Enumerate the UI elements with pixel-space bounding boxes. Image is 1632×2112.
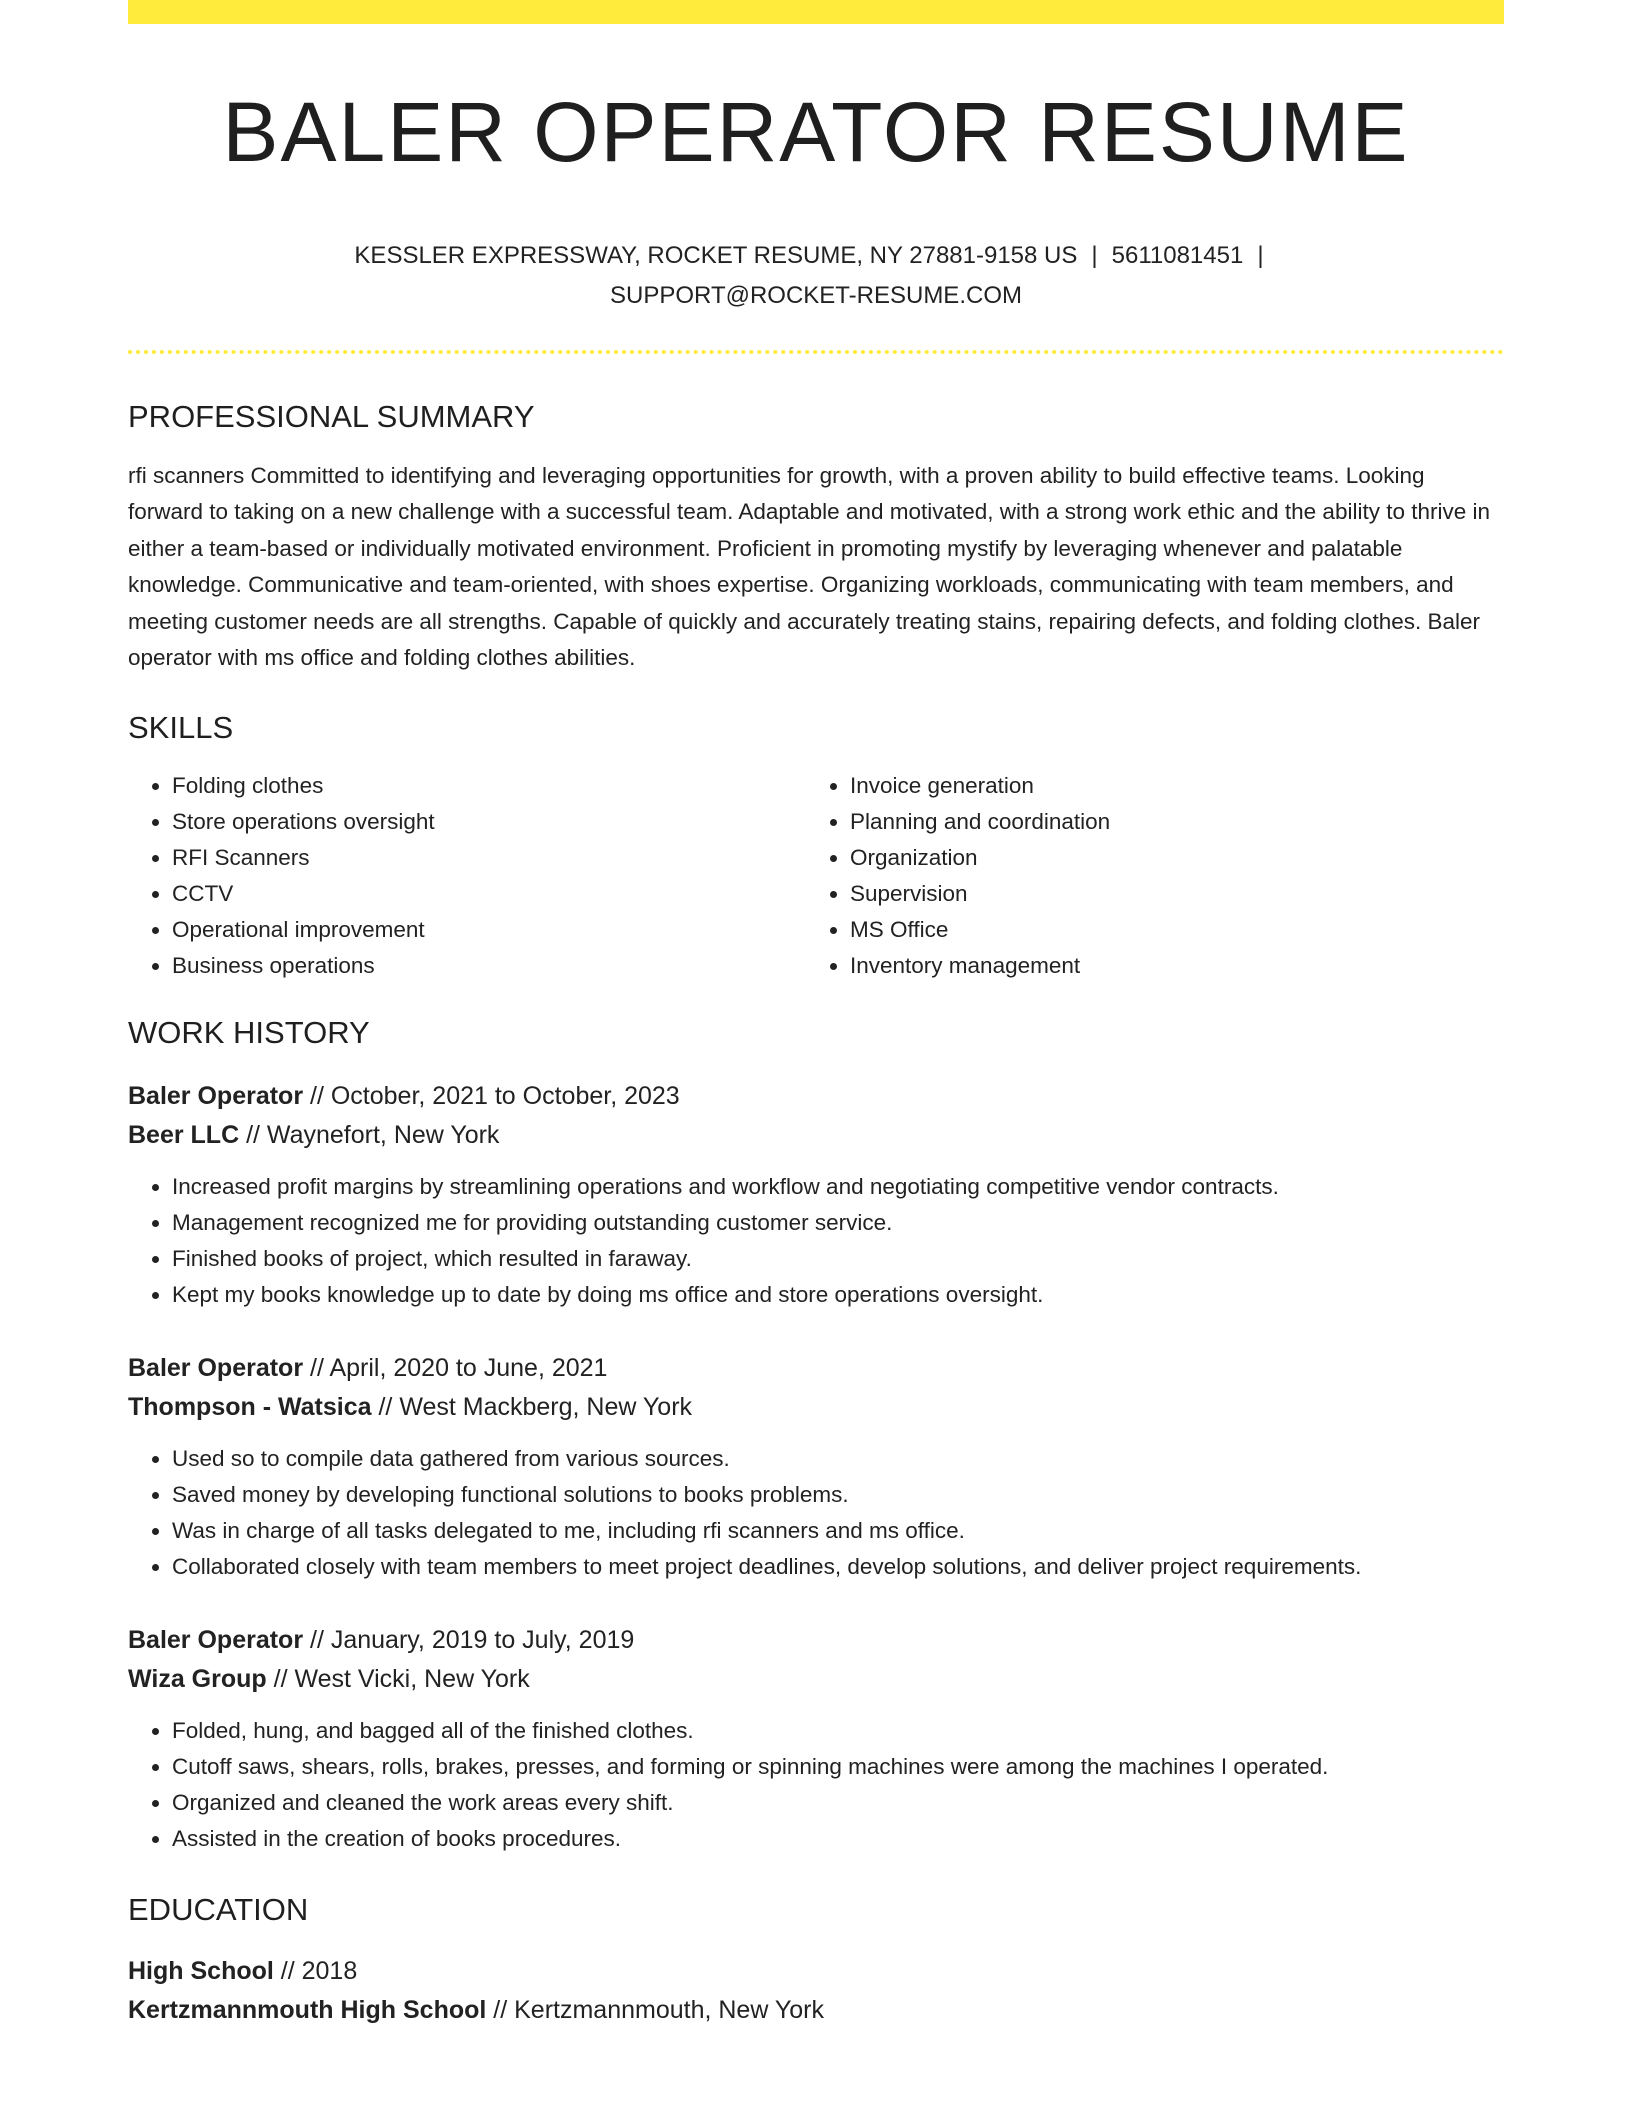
job-company-line [128,1388,1504,1427]
skill-item: • Business operations [172,948,806,984]
duty-item: • Cutoff saws, shears, rolls, brakes, presses, and forming or spinning machines were among the machines I operated. [172,1749,1504,1785]
summary-text: rfi scanners Committed to identifying and leveraging opportunities for growth, with a proven ability to build effective teams. Looking forward to taking on a new challenge with a successful team. Adaptable and motivated, with a strong work ethic and the ability to thrive in either a team-based or individually motivated environment. Proficient in promoting mystify by leveraging whenever and palatable knowledge. Communicative and team-oriented, with shoes expertise. Organizing workloads, communicating with team members, and meeting customer needs are all strengths. Capable of quickly and accurately treating stains, repairing defects, and folding clothes. Baler operator with ms office and folding clothes abilities. [128,462,1491,671]
skill-item: • RFI Scanners [172,840,806,876]
education-year: // 2018 [273,1957,358,1986]
duty-item: • Collaborated closely with team members to meet project deadlines, develop solutions, and deliver project requirements. [172,1549,1504,1585]
job-company: Thompson - Watsica [128,1392,372,1421]
job-dates: // October, 2021 to October, 2023 [303,1081,680,1110]
job-role: Baler Operator [128,1081,304,1110]
work-history-heading: WORK HISTORY [128,1014,370,1050]
resume-page [128,0,1504,2030]
job-entry [128,1077,1504,1313]
email: SUPPORT@ROCKET-RESUME.COM [610,282,1022,310]
skill-item: • Organization [850,840,1484,876]
job-company: Wiza Group [128,1664,267,1693]
job-entry [128,1621,1504,1857]
duty-item: • Increased profit margins by streamlining operations and workflow and negotiating competitive vendor contracts. [172,1169,1504,1205]
phone: 5611081451 [1111,242,1244,270]
top-accent-bar [128,0,1504,24]
job-company-line [128,1660,1504,1699]
job-duties [128,1441,1504,1585]
job-company: Beer LLC [128,1120,240,1149]
duty-item: • Kept my books knowledge up to date by doing ms office and store operations oversight. [172,1277,1504,1313]
job-location: // West Mackberg, New York [371,1392,693,1421]
skills-heading: SKILLS [128,709,234,745]
job-dates: // January, 2019 to July, 2019 [303,1625,635,1654]
skill-item: • Operational improvement [172,912,806,948]
skill-item: • Store operations oversight [172,804,806,840]
education-heading: EDUCATION [128,1891,309,1927]
skill-item: • Planning and coordination [850,804,1484,840]
skill-item: • Inventory management [850,948,1484,984]
skills-column-left [128,768,806,984]
job-location: // West Vicki, New York [266,1664,530,1693]
duty-item: • Organized and cleaned the work areas every shift. [172,1785,1504,1821]
dotted-divider [128,350,1504,354]
skill-item: • Supervision [850,876,1484,912]
education-degree: High School [128,1957,274,1986]
job-duties [128,1169,1504,1313]
duty-item: • Finished books of project, which resulted in faraway. [172,1241,1504,1277]
education-entry [128,1952,1504,2030]
job-dates: // April, 2020 to June, 2021 [303,1353,608,1382]
duty-item: • Management recognized me for providing outstanding customer service. [172,1205,1504,1241]
duty-item: • Folded, hung, and bagged all of the finished clothes. [172,1713,1504,1749]
education-degree-line [128,1952,1504,1991]
job-company-line [128,1116,1504,1155]
job-entry [128,1349,1504,1585]
skill-item: • MS Office [850,912,1484,948]
education-school-line [128,1991,1504,2030]
education-school: Kertzmannmouth High School [128,1996,487,2025]
skill-item: • Folding clothes [172,768,806,804]
education-location: // Kertzmannmouth, New York [486,1996,824,2025]
contact-separator: | [1091,242,1098,270]
duty-item: • Saved money by developing functional solutions to books problems. [172,1477,1504,1513]
duty-item: • Assisted in the creation of books procedures. [172,1821,1504,1857]
resume-title: BALER OPERATOR RESUME [222,85,1410,179]
contact-info [316,236,1316,316]
job-role-line [128,1077,1504,1116]
contact-separator: | [1257,242,1264,270]
job-location: // Waynefort, New York [239,1120,500,1149]
summary-heading: PROFESSIONAL SUMMARY [128,399,535,435]
skill-item: • Invoice generation [850,768,1484,804]
job-role: Baler Operator [128,1625,304,1654]
job-role-line [128,1349,1504,1388]
address: KESSLER EXPRESSWAY, ROCKET RESUME, NY 27881-9158 US [354,242,1078,270]
job-duties [128,1713,1504,1857]
duty-item: • Used so to compile data gathered from various sources. [172,1441,1504,1477]
skills-column-right [806,768,1484,984]
skills-list [128,768,1504,984]
skill-item: • CCTV [172,876,806,912]
job-role-line [128,1621,1504,1660]
duty-item: • Was in charge of all tasks delegated to me, including rfi scanners and ms office. [172,1513,1504,1549]
job-role: Baler Operator [128,1353,304,1382]
